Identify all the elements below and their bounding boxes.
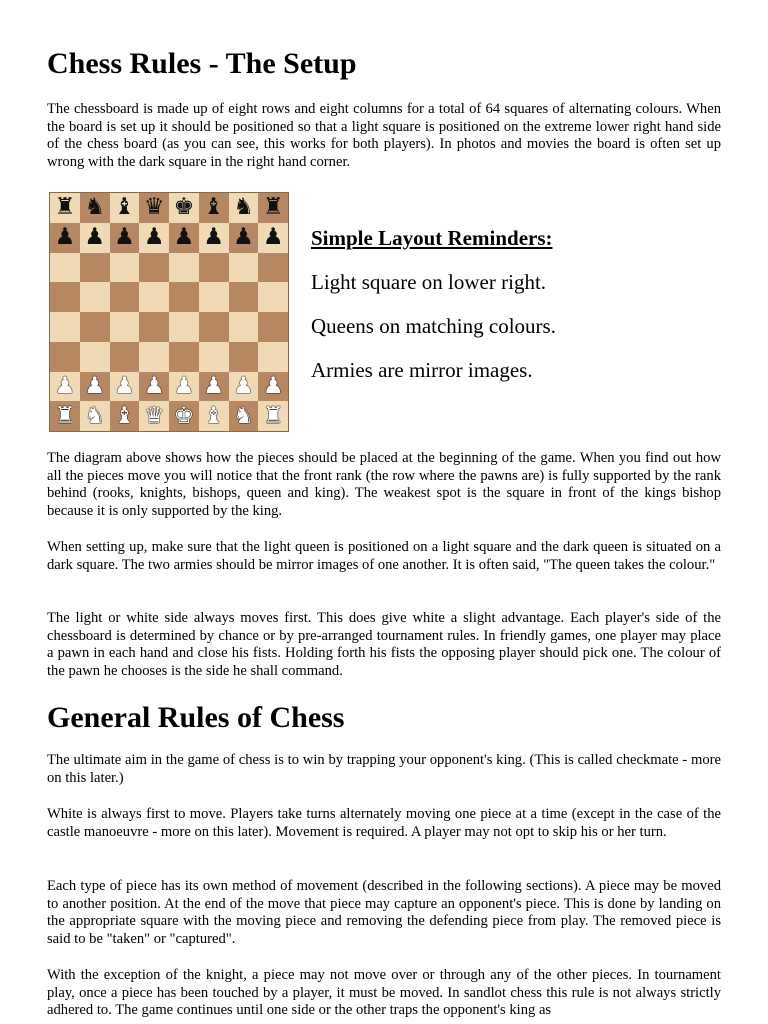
board-square [50, 312, 80, 342]
board-square [110, 253, 140, 283]
board-square [229, 282, 259, 312]
reminders-heading: Simple Layout Reminders: [311, 226, 553, 250]
black-bishop-icon: ♝ [203, 194, 224, 221]
black-pawn-icon: ♟ [84, 224, 105, 251]
board-square [139, 372, 169, 402]
board-square [169, 253, 199, 283]
board-square [80, 312, 110, 342]
board-square [80, 401, 110, 431]
board-square [50, 223, 80, 253]
page-title: Chess Rules - The Setup [47, 47, 357, 80]
board-square [258, 282, 288, 312]
black-rook-icon: ♜ [262, 194, 284, 221]
white-pawn-icon: ♟ [173, 372, 195, 399]
white-pawn-icon: ♟ [54, 372, 76, 399]
board-square [80, 372, 110, 402]
movement-paragraph: Each type of piece has its own method of movement (described in the following sections). A piece may be moved to another position. At the end of the move that piece may capture an opponent's piece. This is done by landing on the appropriate square with the moving piece and removing the defending piece from play. The removed piece is said to be "taken" or "captured". [47, 878, 721, 947]
chessboard-diagram [49, 192, 289, 432]
board-square [169, 193, 199, 223]
black-pawn-icon: ♟ [262, 224, 284, 251]
board-square [80, 223, 110, 253]
white-queen-icon: ♛ [143, 402, 165, 429]
reminder-item: Queens on matching colours. [311, 314, 556, 338]
board-square [50, 193, 80, 223]
board-square [110, 223, 140, 253]
board-square [258, 401, 288, 431]
board-square [258, 193, 288, 223]
board-square [229, 372, 259, 402]
board-square [229, 253, 259, 283]
black-queen-icon: ♛ [143, 194, 165, 221]
board-square [139, 342, 169, 372]
white-pawn-icon: ♟ [114, 372, 135, 399]
board-square [169, 372, 199, 402]
board-square [110, 282, 140, 312]
black-pawn-icon: ♟ [143, 224, 165, 251]
board-square [80, 282, 110, 312]
board-square [169, 401, 199, 431]
board-square [139, 253, 169, 283]
board-square [199, 193, 229, 223]
black-rook-icon: ♜ [54, 194, 76, 221]
board-square [80, 342, 110, 372]
intro-paragraph: The chessboard is made up of eight rows and eight columns for a total of 64 squares of alternating colours. When the board is set up it should be positioned so that a light square is positioned on the extreme lower right hand side of the chess board (as you can see, this works for both players). In photos and movies the board is often set up wrong with the dark square in the right hand corner. [47, 101, 721, 170]
black-pawn-icon: ♟ [173, 224, 195, 251]
black-pawn-icon: ♟ [54, 224, 76, 251]
white-pawn-icon: ♟ [143, 372, 165, 399]
board-square [139, 193, 169, 223]
black-pawn-icon: ♟ [203, 224, 224, 251]
board-square [50, 282, 80, 312]
board-square [80, 193, 110, 223]
first-move-paragraph: The light or white side always moves first. This does give white a slight advantage. Each player's side of the chessboard is determined by chance or by pre-arranged tournament rules. In friendly games, one player may place a pawn in each hand and close his fists. Holding forth his fists the opposing player should pick one. The colour of the pawn he chooses is the side he shall command. [47, 610, 721, 679]
board-square [169, 223, 199, 253]
white-pawn-icon: ♟ [233, 372, 254, 399]
knight-exception-paragraph: With the exception of the knight, a piece may not move over or through any of the other pieces. In tournament play, once a piece has been touched by a player, it must be moved. In sandlot chess this rule is not always strictly adhered to. The game continues until one side or the other traps the opponent's king as [47, 967, 721, 1019]
board-square [110, 193, 140, 223]
board-square [50, 372, 80, 402]
board-square [199, 372, 229, 402]
reminder-item: Light square on lower right. [311, 270, 547, 294]
board-square [139, 401, 169, 431]
black-knight-icon: ♞ [233, 194, 254, 221]
white-pawn-icon: ♟ [84, 372, 105, 399]
board-square [229, 312, 259, 342]
white-king-icon: ♚ [173, 402, 195, 429]
board-square [139, 312, 169, 342]
board-square [229, 401, 259, 431]
white-bishop-icon: ♝ [203, 402, 224, 429]
board-square [50, 342, 80, 372]
board-square [110, 401, 140, 431]
board-square [169, 282, 199, 312]
aim-paragraph: The ultimate aim in the game of chess is to win by trapping your opponent's king. (This is called checkmate - more on this later.) [47, 752, 721, 786]
board-square [258, 223, 288, 253]
board-square [110, 312, 140, 342]
board-square [229, 223, 259, 253]
board-square [139, 223, 169, 253]
section-title: General Rules of Chess [47, 701, 345, 734]
reminder-item: Armies are mirror images. [311, 358, 533, 382]
board-square [258, 372, 288, 402]
turns-paragraph: White is always first to move. Players take turns alternately moving one piece at a time (except in the case of the castle manoeuvre - more on this later). Movement is required. A player may not opt to skip his or her turn. [47, 806, 721, 840]
board-square [50, 253, 80, 283]
board-square [80, 253, 110, 283]
board-square [258, 342, 288, 372]
board-square [199, 401, 229, 431]
diagram-explanation-paragraph: The diagram above shows how the pieces should be placed at the beginning of the game. When you find out how all the pieces move you will notice that the front rank (the row where the pawns are) is fully supported by the rank behind (rooks, knights, bishops, queen and king). The weakest spot is the square in front of the kings bishop because it is only supported by the king. [47, 450, 721, 519]
board-square [258, 253, 288, 283]
board-square [110, 372, 140, 402]
white-bishop-icon: ♝ [114, 402, 135, 429]
black-bishop-icon: ♝ [114, 194, 135, 221]
board-square [199, 223, 229, 253]
black-pawn-icon: ♟ [233, 224, 254, 251]
board-square [50, 401, 80, 431]
layout-reminders [311, 225, 556, 401]
white-pawn-icon: ♟ [262, 372, 284, 399]
board-square [199, 342, 229, 372]
white-rook-icon: ♜ [262, 402, 284, 429]
white-rook-icon: ♜ [54, 402, 76, 429]
white-pawn-icon: ♟ [203, 372, 224, 399]
board-square [258, 312, 288, 342]
board-square [199, 253, 229, 283]
board-square [139, 282, 169, 312]
black-pawn-icon: ♟ [114, 224, 135, 251]
board-square [110, 342, 140, 372]
board-square [229, 342, 259, 372]
white-knight-icon: ♞ [84, 402, 105, 429]
queen-placement-paragraph: When setting up, make sure that the light queen is positioned on a light square and the dark queen is situated on a dark square. The two armies should be mirror images of one another. It is often said, "The queen takes the colour." [47, 539, 721, 573]
white-knight-icon: ♞ [233, 402, 254, 429]
board-square [199, 282, 229, 312]
black-knight-icon: ♞ [84, 194, 105, 221]
board-square [169, 342, 199, 372]
board-square [229, 193, 259, 223]
board-square [169, 312, 199, 342]
board-square [199, 312, 229, 342]
black-king-icon: ♚ [173, 194, 195, 221]
